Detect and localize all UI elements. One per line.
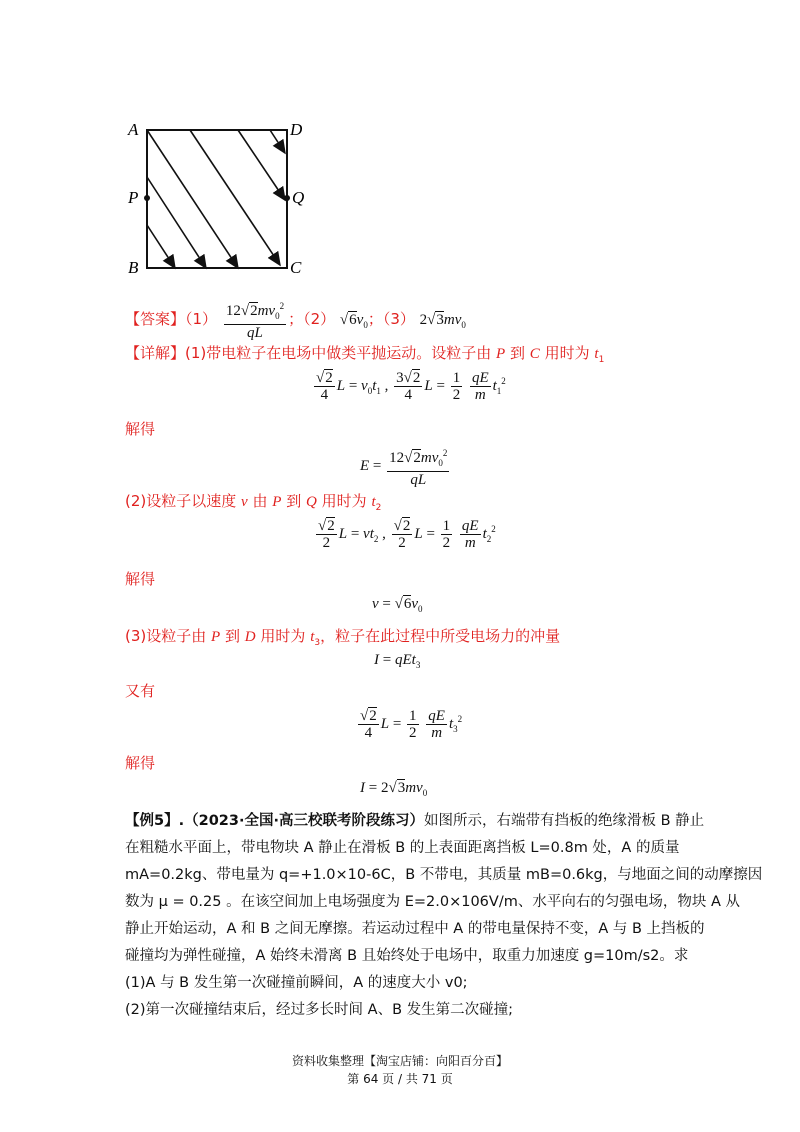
field-line <box>147 225 175 268</box>
label-C: C <box>290 258 302 277</box>
equation-6: $\frac{√2}{4}$ L = $\frac{1}{2}$ $\frac{qE}{m}$ $t_3^2$ <box>360 708 463 741</box>
field-line <box>147 177 206 268</box>
detail-line-1: 【详解】(1)带电粒子在电场中做类平抛运动。设粒子由 P 到 C 用时为 $t_1$ <box>125 344 605 365</box>
detail-line-3: (3)设粒子由 P 到 D 用时为 $t_3$，粒子在此过程中所受电场力的冲量 <box>125 627 561 648</box>
label-Q: Q <box>292 188 305 207</box>
answer-line: 【答案】（1） $\frac{12√2mv_0^2}{qL}$ ；（2） $√6v_0$；（3） $2√3mv_0$ <box>125 298 466 341</box>
field-line <box>270 130 285 153</box>
equation-3: $\frac{√2}{2}$ $L = vt_2$ , $\frac{√2}{2}$ L = $\frac{1}{2}$ $\frac{qE}{m}$ $t_2^2$ <box>318 518 496 551</box>
label-B: B <box>128 258 139 277</box>
label-D: D <box>290 120 303 139</box>
solve-2: 解得 <box>125 570 156 588</box>
equation-1: $\frac{√2}{4}$ $L = v_0t_1$ , $\frac{3√2}{4}$ L = $\frac{1}{2}$ $\frac{qE}{m}$ $t_1^2$ <box>316 370 506 403</box>
answer-tag: 【答案】 <box>125 310 186 328</box>
field-diagram <box>120 115 320 280</box>
equation-7: $I = 2√3mv_0$ <box>360 780 428 798</box>
equation-5: I = qEt$_3$ <box>374 652 421 670</box>
footer-page-number: 第 64 页 / 共 71 页 <box>347 1072 453 1086</box>
label-P: P <box>128 188 139 207</box>
example-5: 【例5】.（2023·全国·高三校联考阶段练习）如图所示，右端带有挡板的绝缘滑板 B 静止 在粗糙水平面上，带电物块 A 静止在滑板 B 的上表面距离挡板 L=0.8m 处，A 的质量 mA=0.2kg、带电量为 q=+1.0×10-6C，B 不带电，其质量 mB=0.6kg，与地面之间的动摩擦因 数为 μ = 0.25 。在该空间加上电场强度为 E=2.0×106V/m、水平向右的匀强电场，物块 A 从 静止开始运动，A 和 B 之间无摩擦。若运动过程中 A 的带电量保持不变，A 与 B 上挡板的 碰撞均为弹性碰撞，A 始终未滑离 B 且始终处于电场中，取重力加速度 g=10m/s2。求 (1)A 与 B 发生第一次碰撞前瞬间，A 的速度大小 v0; (2)第一次碰撞结束后，经过多长时间 A、B 发生第二次碰撞; <box>125 813 763 1018</box>
detail-line-2: (2)设粒子以速度 v 由 P 到 Q 用时为 $t_2$ <box>125 492 382 513</box>
answer-3-formula: $2√3mv_0$ <box>419 312 466 330</box>
footer-source: 资料收集整理【淘宝店铺：向阳百分百】 <box>291 1054 508 1068</box>
also-label: 又有 <box>125 682 156 700</box>
solve-1: 解得 <box>125 420 156 438</box>
point-Q <box>284 195 290 201</box>
solve-3: 解得 <box>125 754 156 772</box>
field-line <box>238 130 285 200</box>
square-region <box>147 130 287 268</box>
point-P <box>144 195 150 201</box>
answer-2-formula: $√6v_0$ <box>339 312 368 330</box>
label-A: A <box>128 120 139 139</box>
answer-1-formula: $\frac{12√2mv_0^2}{qL}$ <box>224 298 286 341</box>
equation-2: E = $\frac{12√2mv_0^2}{qL}$ <box>360 445 451 488</box>
field-line <box>190 130 280 265</box>
equation-4: $v = √6v_0$ <box>372 596 423 614</box>
